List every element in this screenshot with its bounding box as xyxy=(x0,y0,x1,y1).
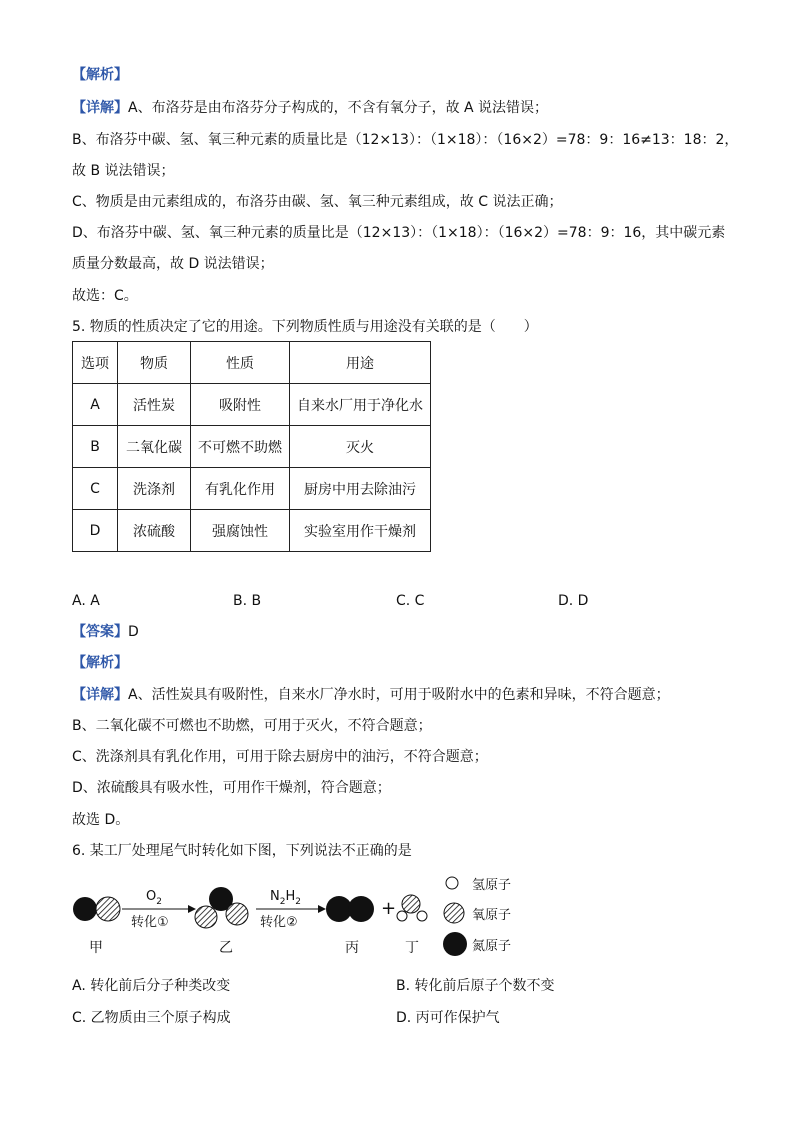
legend-nitrogen-symbol xyxy=(443,932,467,956)
q5-detail-c: C、洗涤剂具有乳化作用，可用于除去厨房中的油污，不符合题意； xyxy=(72,749,488,765)
oxygen-atom xyxy=(96,897,120,921)
table-cell: 洗涤剂 xyxy=(118,468,191,510)
q5-option-b[interactable]: B. B xyxy=(233,593,262,609)
table-header-row xyxy=(73,342,431,384)
nitrogen-atom xyxy=(348,896,374,922)
table-cell: A xyxy=(73,384,118,426)
table-cell: 有乳化作用 xyxy=(191,468,290,510)
legend-oxygen-symbol xyxy=(444,903,464,923)
q4-detail-b-line2: 故 B 说法错误； xyxy=(72,163,175,179)
table-cell: 吸附性 xyxy=(191,384,290,426)
table-header-cell: 选项 xyxy=(73,342,118,384)
table-cell: 二氧化碳 xyxy=(118,426,191,468)
reagent-subscript: 2 xyxy=(295,897,301,907)
table-cell: B xyxy=(73,426,118,468)
label-yi: 乙 xyxy=(219,940,233,956)
arrow-1-head xyxy=(188,905,196,913)
table-cell: 浓硫酸 xyxy=(118,510,191,552)
q5-analysis-label: 【解析】 xyxy=(72,655,128,671)
q4-detail-a-text: A、布洛芬是由布洛芬分子构成的，不含有氧分子，故 A 说法错误； xyxy=(128,100,549,116)
arrow-2-label: 转化② xyxy=(260,915,298,930)
hydrogen-atom xyxy=(397,911,407,921)
table-cell: 自来水厂用于净化水 xyxy=(290,384,431,426)
table-header-cell: 物质 xyxy=(118,342,191,384)
legend-oxygen-label: 氧原子 xyxy=(472,908,512,923)
q6-option-b[interactable]: B. 转化前后原子个数不变 xyxy=(396,978,555,994)
q4-detail-d-line2: 质量分数最高，故 D 说法错误； xyxy=(72,256,274,272)
q6-option-c[interactable]: C. 乙物质由三个原子构成 xyxy=(72,1010,231,1026)
answer-value: D xyxy=(128,624,139,640)
reagent-subscript: 2 xyxy=(156,897,162,907)
table-header-cell: 性质 xyxy=(191,342,290,384)
table-cell: 实验室用作干燥剂 xyxy=(290,510,431,552)
analysis-label: 【解析】 xyxy=(72,67,128,83)
q6-option-a[interactable]: A. 转化前后分子种类改变 xyxy=(72,978,231,994)
table-cell: D xyxy=(73,510,118,552)
q5-option-c[interactable]: C. C xyxy=(396,593,425,609)
plus-sign: + xyxy=(381,898,397,919)
detail-label: 【详解】 xyxy=(72,687,128,703)
q4-detail-a xyxy=(72,98,548,118)
label-ding: 丁 xyxy=(405,940,419,956)
q6-question: 6. 某工厂处理尾气时转化如下图，下列说法不正确的是 xyxy=(72,843,412,859)
q4-detail-c: C、物质是由元素组成的，布洛芬由碳、氢、氧三种元素组成，故 C 说法正确； xyxy=(72,194,563,210)
q6-option-d[interactable]: D. 丙可作保护气 xyxy=(396,1010,500,1026)
answer-label: 【答案】 xyxy=(72,624,128,640)
arrow-1-label: 转化① xyxy=(131,915,169,930)
legend-nitrogen-label: 氮原子 xyxy=(472,939,512,954)
table-cell: 不可燃不助燃 xyxy=(191,426,290,468)
reagent-symbol: H xyxy=(285,889,296,904)
table-row xyxy=(73,510,431,552)
q5-question: 5. 物质的性质决定了它的用途。下列物质性质与用途没有关联的是（ ） xyxy=(72,319,538,335)
q5-detail-a xyxy=(72,685,670,705)
molecule-bing xyxy=(326,896,374,922)
legend-hydrogen-label: 氢原子 xyxy=(472,878,512,893)
arrow-2-head xyxy=(318,905,326,913)
hydrogen-atom xyxy=(417,911,427,921)
table-cell: 灭火 xyxy=(290,426,431,468)
molecule-jia xyxy=(73,897,120,921)
table-row xyxy=(73,384,431,426)
nitrogen-atom xyxy=(209,887,233,911)
oxygen-atom xyxy=(226,903,248,925)
q5-choice: 故选 D。 xyxy=(72,812,130,828)
q4-detail-d-line1: D、布洛芬中碳、氢、氧三种元素的质量比是（12×13）：（1×18）：（16×2）=78：9：16，其中碳元素 xyxy=(72,225,726,241)
detail-label: 【详解】 xyxy=(72,100,128,116)
q4-choice: 故选：C。 xyxy=(72,288,138,304)
q5-option-d[interactable]: D. D xyxy=(558,593,589,609)
q5-table xyxy=(72,341,431,552)
q4-detail-b-line1: B、布洛芬中碳、氢、氧三种元素的质量比是（12×13）：（1×18）：（16×2）=78：9：16≠13：18：2， xyxy=(72,132,739,148)
reagent-subscript: 2 xyxy=(279,897,286,907)
q5-answer xyxy=(72,622,139,642)
legend-hydrogen-symbol xyxy=(446,877,458,889)
molecule-ding xyxy=(397,895,427,921)
table-cell: 活性炭 xyxy=(118,384,191,426)
q5-option-a[interactable]: A. A xyxy=(72,593,100,609)
reagent-symbol: O xyxy=(146,889,157,904)
table-cell: 强腐蚀性 xyxy=(191,510,290,552)
nitrogen-atom xyxy=(326,896,352,922)
table-cell: C xyxy=(73,468,118,510)
table-row xyxy=(73,426,431,468)
q5-detail-d: D、浓硫酸具有吸水性，可用作干燥剂，符合题意； xyxy=(72,780,391,796)
label-bing: 丙 xyxy=(345,940,359,956)
table-row xyxy=(73,468,431,510)
q5-detail-a-text: A、活性炭具有吸附性，自来水厂净水时，可用于吸附水中的色素和异味，不符合题意； xyxy=(128,687,670,703)
arrow-2-reagent xyxy=(270,889,301,907)
label-jia: 甲 xyxy=(89,940,103,956)
reagent-symbol: N xyxy=(270,889,280,904)
table-cell: 厨房中用去除油污 xyxy=(290,468,431,510)
oxygen-atom xyxy=(402,895,420,913)
molecule-yi xyxy=(195,887,248,928)
q5-detail-b: B、二氧化碳不可燃也不助燃，可用于灭火，不符合题意； xyxy=(72,718,432,734)
table-header-cell: 用途 xyxy=(290,342,431,384)
arrow-1-reagent xyxy=(146,889,162,907)
oxygen-atom xyxy=(195,906,217,928)
nitrogen-atom xyxy=(73,897,97,921)
